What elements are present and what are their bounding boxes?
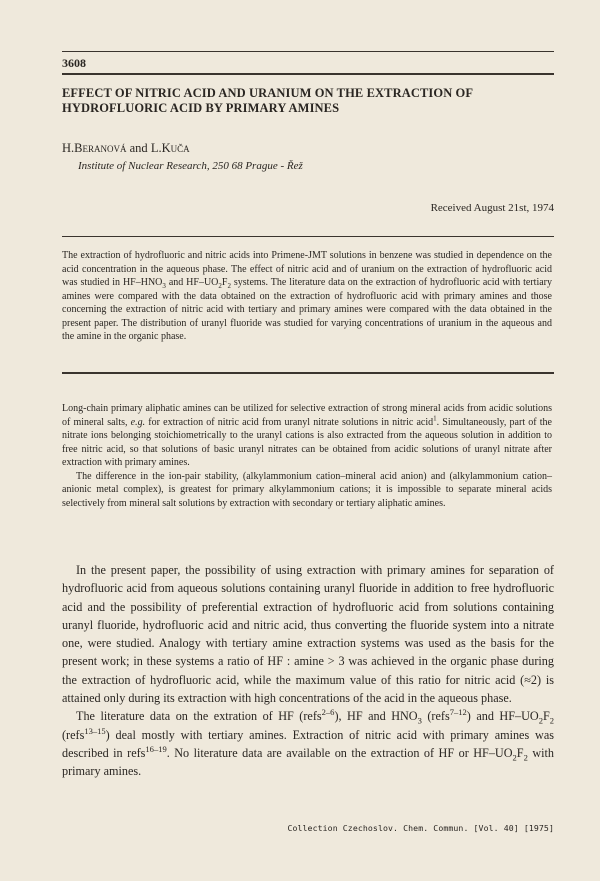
journal-footer: Collection Czechoslov. Chem. Commun. [Vol. 40] [1975] [287, 823, 554, 833]
article-title: EFFECT OF NITRIC ACID AND URANIUM ON THE EXTRACTION OF HYDROFLUORIC ACID BY PRIMARY AMINES [62, 86, 473, 115]
authors [62, 141, 190, 156]
header-rule-bottom [62, 73, 554, 75]
author-conjunction: and [129, 141, 148, 155]
abstract: The extraction of hydrofluoric and nitric acids into Primene-JMT solutions in benzene was studied in dependence on the acid concentration in the aqueous phase. The effect of nitric acid and of uranium on the extraction of hydrofluoric acid was studied in $HF-HNO_3$ and $HF-UO_2F_2$ systems. The literature data on the extraction of hydrofluoric acid with tertiary amines were compared with the data obtained on the extraction of hydrofluoric acid with primary amines and those concerning the extraction of nitric acid with tertiary and primary amines were compared with the data obtained in the present paper. The distribution of uranyl fluoride was studied for varying concentrations of uranium in the aqueous and the amine in the organic phase. [62, 250, 552, 342]
page-number: 3608 [62, 56, 86, 70]
introduction [62, 402, 552, 510]
author-2-initial: L. [150, 141, 162, 155]
intro-paragraph: Long-chain primary aliphatic amines can be utilized for selective extraction of strong mineral acids from acidic solutions of mineral salts, e.g. for extraction of nitric acid from uranyl nitrate solutions in nitric acid$^1$. Simultaneously, part of the nitrate ions belonging stoichiometrically to the uranyl cations is also extracted from the aqueous solution in addition to free nitric acid, so that solutions of basic uranyl nitrates can be obtained from acidic solutions of uranyl nitrate after extraction with primary amines. [62, 403, 552, 468]
affiliation: Institute of Nuclear Research, 250 68 Prague - Řež [78, 160, 303, 172]
header-rule-top [62, 51, 554, 52]
author-1-initial: H. [62, 141, 75, 155]
author-1-surname: Beranová [74, 141, 127, 155]
body-paragraph: In the present paper, the possibility of using extraction with primary amines for separation of hydrofluoric acid from aqueous solutions containing uranyl fluoride in addition to free hydrofluoric acid and the possibility of preferential extraction of hydrofluoric acid from solutions containing uranyl fluoride, hydrofluoric acid and nitric acid, thus converting the fluoride system into a nitrate one, were studied. Analogy with tertiary amine extraction systems was used as the basis for the present work; in these systems a ratio of HF : amine > 3 was achieved in the organic phase during the extraction of hydrofluoric acid, while the maximum value of this ratio for nitric acid (≈2) is attained only during its extraction with high concentrations of the acid in the aqueous phase. [62, 563, 554, 706]
abstract-rule-top [62, 236, 554, 237]
author-2-surname: Kuča [161, 141, 190, 155]
received-date: Received August 21st, 1974 [430, 202, 554, 214]
body-paragraph: The literature data on the extration of HF (refs$^{2-6}$), HF and $HNO_3$ (refs$^{7-12}$) and $HF-UO_2F_2$ (refs$^{13-15}$) deal mostly with tertiary amines. Extraction of nitric acid with primary amines was described in refs$^{16-19}$. No literature data are available on the extraction of HF or $HF-UO_2F_2$ with primary amines. [62, 707, 554, 779]
abstract-rule-bottom [62, 372, 554, 374]
intro-paragraph: The difference in the ion-pair stability, (alkylammonium cation–mineral acid anion) and (alkylammonium cation–anionic metal complex), is greatest for primary alkylammonium cations; it is impossible to separate mineral acids selectively from mineral salt solutions by extraction with secondary or tertiary aliphatic amines. [62, 470, 552, 509]
body-text [62, 561, 554, 781]
